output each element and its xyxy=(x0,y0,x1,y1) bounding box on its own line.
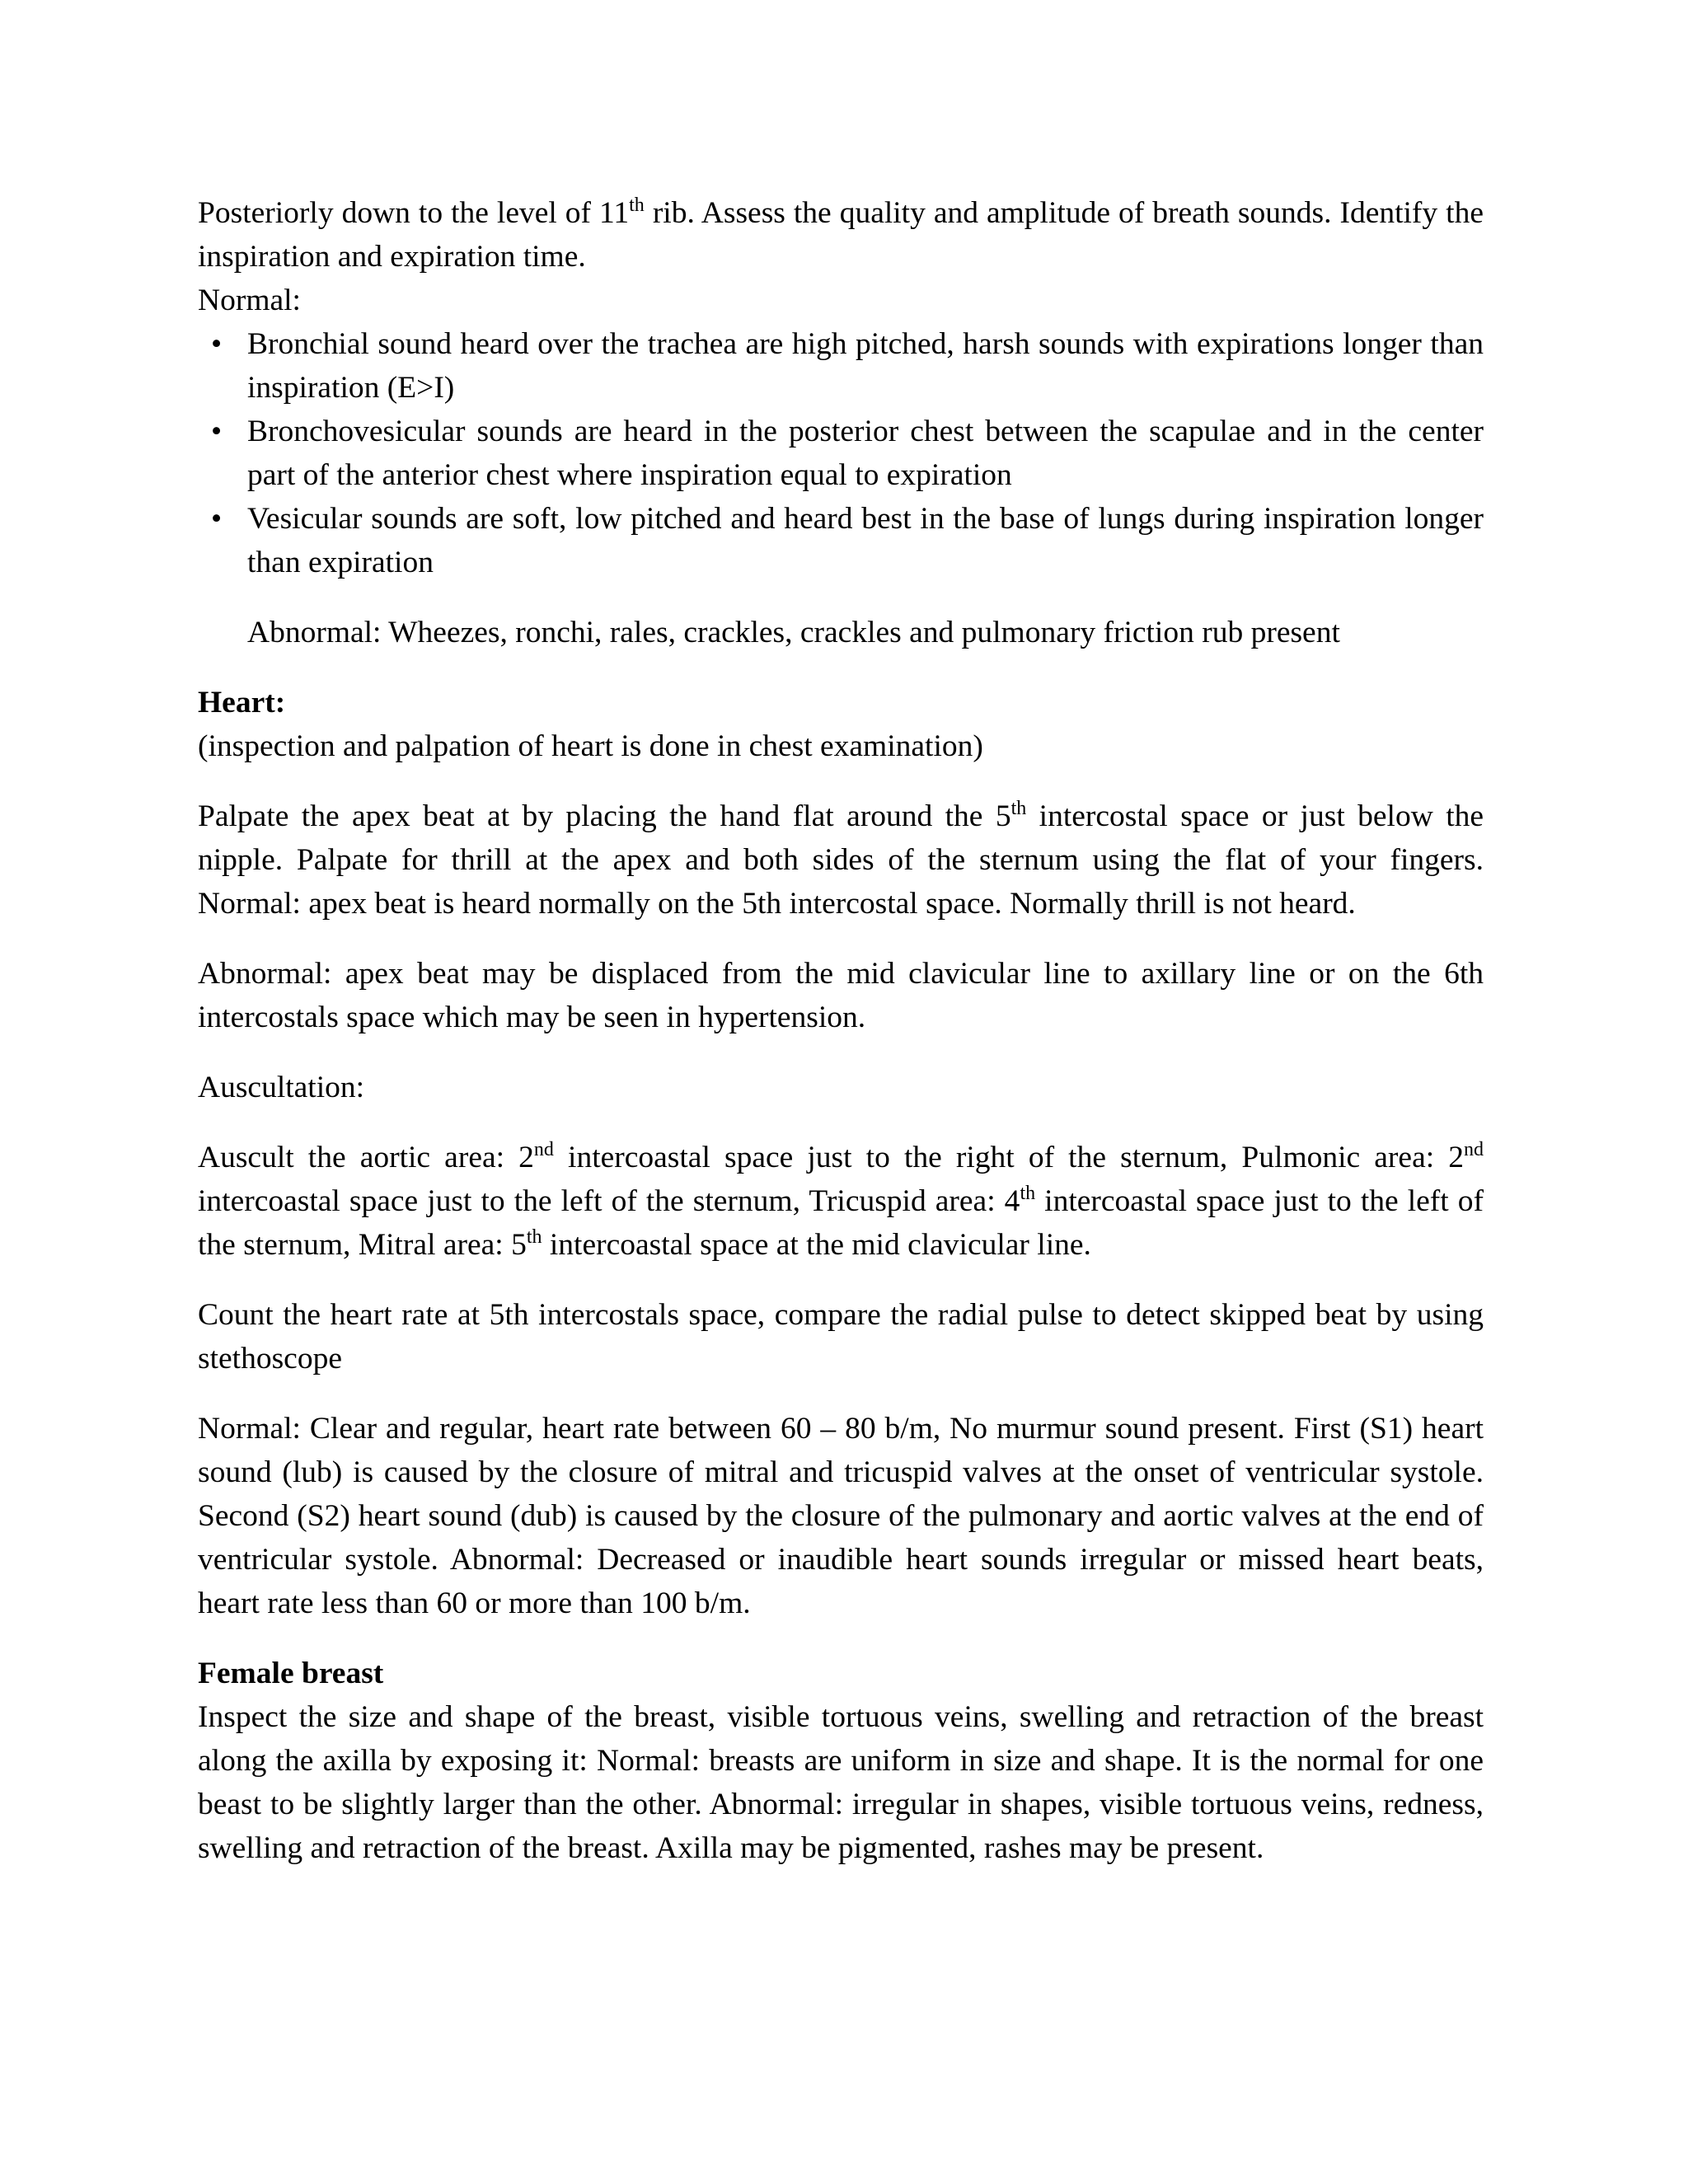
auscult-text-1: Auscult the aortic area: 2 xyxy=(198,1141,534,1174)
bullet-marker: • xyxy=(211,502,223,536)
heart-rate-paragraph: Count the heart rate at 5th intercostals space, compare the radial pulse to detect skipped beat by using stethoscope xyxy=(198,1298,1484,1376)
breast-paragraph: Inspect the size and shape of the breast, visible tortuous veins, swelling and retraction of the breast along the axilla by exposing it: Normal: breasts are uniform in size and shape. It is the normal for one beast to be slightly larger than the other. Abnormal: irregular in shapes, visible tortuous veins, redness, swelling and retraction of the breast. Axilla may be pigmented, rashes may be present. xyxy=(198,1700,1484,1865)
list-item-text: Vesicular sounds are soft, low pitched and heard best in the base of lungs during inspiration longer than expiration xyxy=(247,502,1484,579)
list-item-text: Bronchovesicular sounds are heard in the posterior chest between the scapulae and in the center part of the anterior chest where inspiration equal to expiration xyxy=(247,415,1484,492)
auscult-sup-2: nd xyxy=(1464,1139,1484,1160)
palpation-text-part2: intercostal space or just below the nipple. Palpate for thrill at the apex and both sides of the sternum using the flat of your fingers. Normal: apex beat is heard normally on the 5th intercostal space. Normally thrill is not heard. xyxy=(198,799,1484,921)
list-item-text: Bronchial sound heard over the trachea are high pitched, harsh sounds with expirations longer than inspiration (E>I) xyxy=(247,327,1484,405)
auscult-sup-4: th xyxy=(526,1226,542,1248)
heart-note: (inspection and palpation of heart is done in chest examination) xyxy=(198,729,983,763)
auscult-text-3: intercoastal space just to the left of the sternum, Tricuspid area: 4 xyxy=(198,1184,1020,1218)
breast-heading: Female breast xyxy=(198,1657,384,1690)
heart-abnormal-paragraph: Abnormal: apex beat may be displaced from the mid clavicular line to axillary line or on the 6th intercostals space which may be seen in hypertension. xyxy=(198,957,1484,1034)
breath-sounds-list xyxy=(198,322,1484,584)
abnormal-breath-sounds: Abnormal: Wheezes, ronchi, rales, crackles, crackles and pulmonary friction rub present xyxy=(247,616,1340,649)
list-item xyxy=(198,497,1484,584)
palpation-superscript: th xyxy=(1010,798,1027,819)
bullet-marker: • xyxy=(211,415,223,448)
list-item xyxy=(198,322,1484,410)
intro-text-part2: rib. Assess the quality and amplitude of breath sounds. Identify the inspiration and expiration time. xyxy=(198,196,1484,274)
auscultation-areas-paragraph xyxy=(198,1136,1484,1267)
intro-superscript: th xyxy=(629,194,645,216)
intro-text-part1: Posteriorly down to the level of 11 xyxy=(198,196,630,230)
heart-normal-abnormal-paragraph: Normal: Clear and regular, heart rate between 60 – 80 b/m, No murmur sound present. First (S1) heart sound (lub) is caused by the closure of mitral and tricuspid valves at the onset of ventricular systole. Second (S2) heart sound (dub) is caused by the closure of the pulmonary and aortic valves at the end of ventricular systole. Abnormal: Decreased or inaudible heart sounds irregular or missed heart beats, heart rate less than 60 or more than 100 b/m. xyxy=(198,1412,1484,1620)
auscult-text-5: intercoastal space at the mid clavicular line. xyxy=(542,1228,1091,1262)
auscult-text-4: intercoastal space just to the left of the sternum, Mitral area: 5 xyxy=(198,1184,1484,1262)
normal-label: Normal: xyxy=(198,284,301,317)
intro-paragraph xyxy=(198,191,1484,279)
auscult-sup-3: th xyxy=(1020,1183,1036,1204)
bullet-marker: • xyxy=(211,327,223,361)
auscultation-label: Auscultation: xyxy=(198,1071,365,1104)
heart-heading: Heart: xyxy=(198,686,286,719)
list-item xyxy=(198,410,1484,497)
auscult-text-2: intercoastal space just to the right of the sternum, Pulmonic area: 2 xyxy=(553,1141,1464,1174)
heart-palpation-paragraph xyxy=(198,794,1484,926)
document-page xyxy=(198,191,1484,1870)
palpation-text-part1: Palpate the apex beat at by placing the hand flat around the 5 xyxy=(198,799,1011,833)
auscult-sup-1: nd xyxy=(533,1139,554,1160)
